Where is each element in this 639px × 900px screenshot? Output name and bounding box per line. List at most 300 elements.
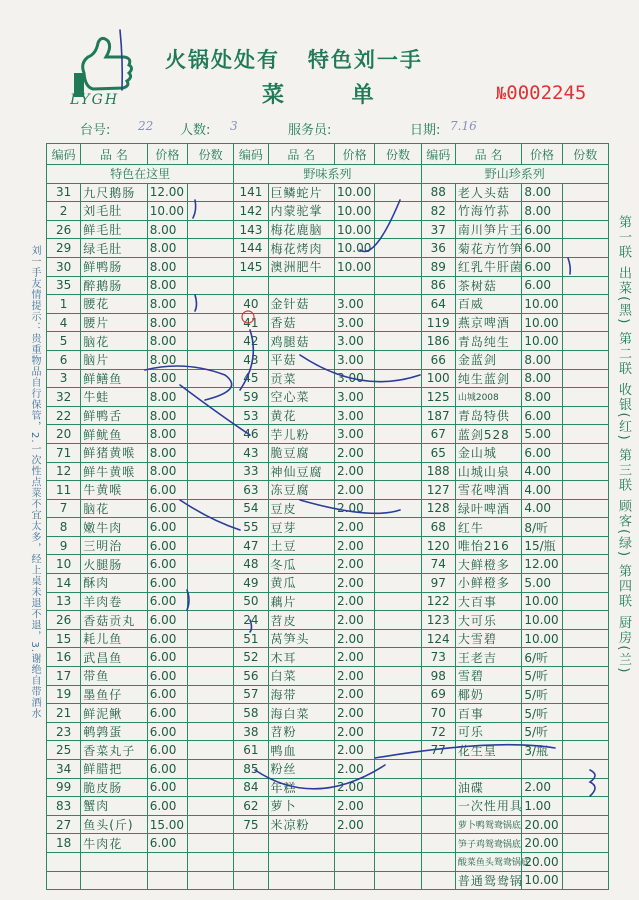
- menu-item-price: 6.00: [147, 555, 187, 574]
- menu-item-price: 8.00: [147, 369, 187, 388]
- menu-item-code: [421, 797, 455, 816]
- serial-number: [496, 82, 586, 104]
- menu-item-quantity[interactable]: [562, 425, 608, 444]
- table-row: [47, 611, 609, 630]
- menu-item-name: 武昌鱼: [81, 648, 147, 667]
- menu-item-quantity[interactable]: [375, 611, 421, 630]
- table-row: [47, 499, 609, 518]
- menu-item-price: 10.00: [335, 220, 375, 239]
- menu-item-code: 17: [47, 667, 81, 686]
- table-row: [47, 592, 609, 611]
- menu-item-quantity[interactable]: [187, 815, 233, 834]
- menu-item-name: 腰花: [81, 295, 147, 314]
- menu-item-quantity[interactable]: [187, 536, 233, 555]
- menu-item-code: 88: [421, 183, 455, 202]
- menu-item-quantity[interactable]: [562, 462, 608, 481]
- menu-item-quantity[interactable]: [375, 499, 421, 518]
- menu-item-name: [268, 834, 334, 853]
- menu-item-quantity[interactable]: [375, 369, 421, 388]
- menu-item-price: 5.00: [522, 425, 562, 444]
- menu-item-name: 牛黄喉: [81, 481, 147, 500]
- menu-item-quantity[interactable]: [187, 741, 233, 760]
- menu-item-quantity[interactable]: [562, 369, 608, 388]
- menu-item-name: 大鲜橙多: [455, 555, 521, 574]
- column-header-qty: 份数: [187, 144, 233, 165]
- menu-item-code: 52: [234, 648, 268, 667]
- table-row: [47, 220, 609, 239]
- menu-item-name: 鲜毛肚: [81, 220, 147, 239]
- menu-item-name: [268, 276, 334, 295]
- menu-item-name: [455, 760, 521, 779]
- menu-item-name: 红乳牛肝菌: [455, 257, 521, 276]
- menu-item-code: 7: [47, 499, 81, 518]
- menu-item-quantity[interactable]: [562, 611, 608, 630]
- menu-item-quantity[interactable]: [562, 388, 608, 407]
- menu-item-name: 油碟: [455, 778, 521, 797]
- menu-item-quantity[interactable]: [187, 257, 233, 276]
- column-header-name: 品 名: [81, 144, 147, 165]
- menu-item-quantity[interactable]: [375, 852, 421, 871]
- table-row: [47, 685, 609, 704]
- menu-item-quantity[interactable]: [375, 332, 421, 351]
- menu-item-name: 刘毛肚: [81, 202, 147, 221]
- menu-item-name: 芋儿粉: [268, 425, 334, 444]
- menu-item-price: 2.00: [335, 815, 375, 834]
- menu-item-price: 20.00: [522, 815, 562, 834]
- menu-item-quantity[interactable]: [375, 518, 421, 537]
- menu-item-name: 豆芽: [268, 518, 334, 537]
- serial-prefix: №: [496, 84, 507, 104]
- column-header-name: 品 名: [268, 144, 334, 165]
- menu-item-quantity[interactable]: [187, 555, 233, 574]
- menu-item-quantity[interactable]: [562, 741, 608, 760]
- menu-item-price: 6.00: [147, 648, 187, 667]
- menu-item-quantity[interactable]: [187, 276, 233, 295]
- menu-item-quantity[interactable]: [375, 202, 421, 221]
- menu-item-name: 梅花烤肉: [268, 239, 334, 258]
- menu-item-quantity[interactable]: [187, 667, 233, 686]
- menu-item-quantity[interactable]: [375, 629, 421, 648]
- menu-item-name: 苕皮: [268, 611, 334, 630]
- menu-item-quantity[interactable]: [562, 443, 608, 462]
- menu-item-code: 143: [234, 220, 268, 239]
- menu-item-code: 30: [47, 257, 81, 276]
- menu-item-code: 46: [234, 425, 268, 444]
- menu-item-code: 24: [234, 611, 268, 630]
- menu-item-code: 14: [47, 574, 81, 593]
- menu-item-price: 2.00: [335, 704, 375, 723]
- menu-item-code: 43: [234, 350, 268, 369]
- menu-item-name: 酥肉: [81, 574, 147, 593]
- menu-item-code: 48: [234, 555, 268, 574]
- menu-item-price: 20.00: [522, 852, 562, 871]
- menu-item-quantity[interactable]: [562, 797, 608, 816]
- menu-item-code: 62: [234, 797, 268, 816]
- menu-item-name: 萝卜: [268, 797, 334, 816]
- menu-item-quantity[interactable]: [375, 648, 421, 667]
- menu-item-quantity[interactable]: [562, 760, 608, 779]
- menu-item-name: 香菜丸子: [81, 741, 147, 760]
- menu-item-quantity[interactable]: [187, 369, 233, 388]
- menu-item-price: 5/听: [522, 667, 562, 686]
- menu-item-price: 6.00: [147, 741, 187, 760]
- slogan: 火锅处处有 特色刘一手: [165, 48, 423, 72]
- table-row: [47, 183, 609, 202]
- menu-item-quantity[interactable]: [375, 536, 421, 555]
- menu-item-name: 黄花: [268, 406, 334, 425]
- serial-value: 0002245: [506, 82, 587, 104]
- menu-item-quantity[interactable]: [562, 202, 608, 221]
- date-value[interactable]: 7.16: [450, 119, 477, 133]
- menu-item-quantity[interactable]: [187, 834, 233, 853]
- menu-item-quantity[interactable]: [375, 313, 421, 332]
- menu-item-quantity[interactable]: [375, 220, 421, 239]
- menu-item-quantity[interactable]: [375, 741, 421, 760]
- menu-item-code: 187: [421, 406, 455, 425]
- menu-item-price: 15.00: [147, 815, 187, 834]
- menu-item-price: 2.00: [335, 443, 375, 462]
- menu-item-code: 53: [234, 406, 268, 425]
- menu-item-name: 南川笋片王: [455, 220, 521, 239]
- menu-item-name: 九尺鹅肠: [81, 183, 147, 202]
- menu-item-quantity[interactable]: [187, 332, 233, 351]
- menu-item-quantity[interactable]: [562, 536, 608, 555]
- menu-item-quantity[interactable]: [187, 611, 233, 630]
- menu-item-quantity[interactable]: [562, 406, 608, 425]
- menu-item-code: 13: [47, 592, 81, 611]
- menu-item-quantity[interactable]: [562, 629, 608, 648]
- menu-item-name: 白菜: [268, 667, 334, 686]
- menu-item-code: [421, 815, 455, 834]
- menu-item-name: 鲜鸭舌: [81, 406, 147, 425]
- menu-item-name: 普通鸳鸯锅: [455, 871, 521, 890]
- menu-item-name: 木耳: [268, 648, 334, 667]
- menu-item-code: 66: [421, 350, 455, 369]
- column-header-qty: 份数: [562, 144, 608, 165]
- menu-item-price: 2.00: [335, 778, 375, 797]
- menu-item-price: 2.00: [335, 555, 375, 574]
- menu-item-price: 8.00: [522, 183, 562, 202]
- menu-item-name: 耗儿鱼: [81, 629, 147, 648]
- menu-item-name: 竹海竹荪: [455, 202, 521, 221]
- table-row: [47, 741, 609, 760]
- menu-item-price: 2.00: [522, 778, 562, 797]
- menu-item-quantity[interactable]: [187, 797, 233, 816]
- menu-item-quantity[interactable]: [375, 295, 421, 314]
- menu-item-price: [147, 852, 187, 871]
- menu-item-code: 10: [47, 555, 81, 574]
- menu-item-quantity[interactable]: [562, 852, 608, 871]
- menu-item-quantity[interactable]: [375, 815, 421, 834]
- menu-item-quantity[interactable]: [562, 276, 608, 295]
- column-header-price: 价格: [522, 144, 562, 165]
- menu-item-price: 2.00: [335, 481, 375, 500]
- menu-item-quantity[interactable]: [187, 852, 233, 871]
- menu-item-code: 5: [47, 332, 81, 351]
- menu-item-code: 32: [47, 388, 81, 407]
- menu-item-quantity[interactable]: [375, 722, 421, 741]
- menu-item-price: 5.00: [522, 574, 562, 593]
- menu-item-quantity[interactable]: [562, 332, 608, 351]
- menu-item-code: 125: [421, 388, 455, 407]
- menu-item-name: [268, 871, 334, 890]
- waiter-label: 服务员:: [288, 123, 332, 138]
- menu-item-code: 84: [234, 778, 268, 797]
- menu-item-price: 2.00: [335, 648, 375, 667]
- side-note-right: 第一联 出菜(黑) 第二联 收银(红) 第三联 顾客(绿) 第四联 厨房(兰): [616, 215, 631, 675]
- menu-item-name: 金针菇: [268, 295, 334, 314]
- menu-item-name: 小鲜橙多: [455, 574, 521, 593]
- menu-item-name: 梅花鹿脑: [268, 220, 334, 239]
- menu-item-quantity[interactable]: [562, 257, 608, 276]
- menu-item-quantity[interactable]: [187, 871, 233, 890]
- table-row: [47, 462, 609, 481]
- menu-item-quantity[interactable]: [375, 797, 421, 816]
- menu-item-quantity[interactable]: [562, 704, 608, 723]
- menu-item-quantity[interactable]: [375, 778, 421, 797]
- menu-item-price: 2.00: [335, 685, 375, 704]
- menu-item-quantity[interactable]: [562, 295, 608, 314]
- menu-item-name: [268, 852, 334, 871]
- menu-item-quantity[interactable]: [187, 592, 233, 611]
- menu-item-price: 6.00: [147, 704, 187, 723]
- menu-item-price: 6.00: [522, 220, 562, 239]
- table-row: [47, 871, 609, 890]
- menu-item-code: 20: [47, 425, 81, 444]
- menu-item-code: 16: [47, 648, 81, 667]
- menu-item-quantity[interactable]: [375, 257, 421, 276]
- menu-item-name: 脑片: [81, 350, 147, 369]
- menu-item-code: 35: [47, 276, 81, 295]
- menu-item-price: 8.00: [147, 350, 187, 369]
- menu-item-price: 3.00: [335, 332, 375, 351]
- menu-item-price: 8.00: [147, 220, 187, 239]
- menu-item-quantity[interactable]: [187, 518, 233, 537]
- table-row: [47, 852, 609, 871]
- menu-item-price: 2.00: [335, 611, 375, 630]
- menu-item-code: 141: [234, 183, 268, 202]
- menu-item-name: 脑花: [81, 332, 147, 351]
- menu-item-price: 20.00: [522, 834, 562, 853]
- menu-item-quantity[interactable]: [375, 443, 421, 462]
- menu-item-name: 黄瓜: [268, 574, 334, 593]
- menu-item-price: 10.00: [335, 257, 375, 276]
- menu-item-quantity[interactable]: [375, 871, 421, 890]
- table-number-value[interactable]: 22: [138, 119, 154, 133]
- menu-item-code: 69: [421, 685, 455, 704]
- menu-item-quantity[interactable]: [562, 481, 608, 500]
- menu-item-quantity[interactable]: [562, 313, 608, 332]
- menu-item-quantity[interactable]: [562, 518, 608, 537]
- menu-item-price: 10.00: [522, 611, 562, 630]
- menu-item-quantity[interactable]: [187, 406, 233, 425]
- menu-item-code: 33: [234, 462, 268, 481]
- menu-item-price: 3/瓶: [522, 741, 562, 760]
- menu-item-quantity[interactable]: [187, 685, 233, 704]
- menu-item-quantity[interactable]: [562, 220, 608, 239]
- menu-item-name: 笋子鸡鸳鸯锅底: [455, 834, 521, 853]
- menu-item-price: 10.00: [522, 332, 562, 351]
- menu-item-quantity[interactable]: [187, 425, 233, 444]
- menu-item-quantity[interactable]: [375, 574, 421, 593]
- column-header-price: 价格: [147, 144, 187, 165]
- table-number-label: 台号:: [80, 123, 111, 138]
- menu-item-quantity[interactable]: [562, 592, 608, 611]
- table-row: [47, 629, 609, 648]
- menu-item-code: 59: [234, 388, 268, 407]
- menu-item-quantity[interactable]: [562, 667, 608, 686]
- menu-item-quantity[interactable]: [375, 350, 421, 369]
- menu-item-quantity[interactable]: [562, 722, 608, 741]
- menu-item-quantity[interactable]: [375, 760, 421, 779]
- menu-item-quantity[interactable]: [187, 499, 233, 518]
- menu-item-quantity[interactable]: [375, 388, 421, 407]
- menu-item-quantity[interactable]: [375, 555, 421, 574]
- menu-item-name: 大可乐: [455, 611, 521, 630]
- menu-item-quantity[interactable]: [375, 667, 421, 686]
- menu-item-code: 49: [234, 574, 268, 593]
- menu-item-price: 5/听: [522, 685, 562, 704]
- menu-item-code: 40: [234, 295, 268, 314]
- menu-item-quantity[interactable]: [562, 815, 608, 834]
- column-header-name: 品 名: [455, 144, 521, 165]
- menu-item-quantity[interactable]: [375, 834, 421, 853]
- menu-item-quantity[interactable]: [562, 350, 608, 369]
- menu-item-code: 68: [421, 518, 455, 537]
- menu-item-quantity[interactable]: [375, 239, 421, 258]
- menu-item-quantity[interactable]: [187, 462, 233, 481]
- menu-item-quantity[interactable]: [375, 592, 421, 611]
- menu-item-price: 8.00: [147, 425, 187, 444]
- menu-item-quantity[interactable]: [187, 574, 233, 593]
- menu-item-price: 6.00: [147, 518, 187, 537]
- menu-item-quantity[interactable]: [375, 685, 421, 704]
- menu-item-price: 8.00: [147, 332, 187, 351]
- menu-item-quantity[interactable]: [375, 183, 421, 202]
- menu-item-name: 一次性用具: [455, 797, 521, 816]
- menu-item-price: 2.00: [335, 797, 375, 816]
- menu-item-quantity[interactable]: [562, 871, 608, 890]
- menu-item-price: 12.00: [147, 183, 187, 202]
- menu-item-code: 70: [421, 704, 455, 723]
- menu-item-quantity[interactable]: [187, 760, 233, 779]
- menu-item-name: 山城2008: [455, 388, 521, 407]
- menu-item-quantity[interactable]: [187, 778, 233, 797]
- menu-item-quantity[interactable]: [187, 202, 233, 221]
- menu-item-quantity[interactable]: [562, 685, 608, 704]
- menu-item-quantity[interactable]: [562, 239, 608, 258]
- menu-item-price: 1.00: [522, 797, 562, 816]
- menu-item-code: 64: [421, 295, 455, 314]
- menu-item-quantity[interactable]: [562, 778, 608, 797]
- menu-item-quantity[interactable]: [562, 574, 608, 593]
- table-row: [47, 257, 609, 276]
- menu-item-quantity[interactable]: [187, 239, 233, 258]
- menu-item-price: 8.00: [147, 295, 187, 314]
- menu-item-quantity[interactable]: [375, 425, 421, 444]
- menu-item-code: 21: [47, 704, 81, 723]
- menu-item-name: 牛蛙: [81, 388, 147, 407]
- menu-item-quantity[interactable]: [187, 220, 233, 239]
- menu-item-code: 123: [421, 611, 455, 630]
- menu-item-quantity[interactable]: [187, 388, 233, 407]
- menu-item-code: 77: [421, 741, 455, 760]
- menu-item-quantity[interactable]: [187, 295, 233, 314]
- column-header-qty: 份数: [375, 144, 421, 165]
- menu-item-name: 鲜鱿鱼: [81, 425, 147, 444]
- menu-item-code: 58: [234, 704, 268, 723]
- menu-item-quantity[interactable]: [187, 629, 233, 648]
- menu-item-code: 25: [47, 741, 81, 760]
- menu-item-quantity[interactable]: [187, 183, 233, 202]
- menu-item-quantity[interactable]: [375, 462, 421, 481]
- menu-item-price: [335, 852, 375, 871]
- menu-item-name: 蓝剑528: [455, 425, 521, 444]
- menu-item-name: 鹌鹑蛋: [81, 722, 147, 741]
- menu-item-quantity[interactable]: [187, 722, 233, 741]
- menu-item-name: 金蓝剑: [455, 350, 521, 369]
- menu-item-quantity[interactable]: [375, 406, 421, 425]
- menu-item-name: [81, 871, 147, 890]
- menu-item-price: [147, 871, 187, 890]
- menu-item-code: [421, 871, 455, 890]
- menu-item-price: 10.00: [335, 239, 375, 258]
- menu-item-quantity[interactable]: [562, 648, 608, 667]
- menu-item-code: 54: [234, 499, 268, 518]
- menu-item-code: [421, 778, 455, 797]
- menu-item-code: [234, 276, 268, 295]
- menu-item-name: 内蒙驼掌: [268, 202, 334, 221]
- menu-item-name: 香菇: [268, 313, 334, 332]
- table-row: [47, 574, 609, 593]
- menu-item-quantity[interactable]: [187, 481, 233, 500]
- menu-item-price: 10.00: [522, 313, 562, 332]
- menu-item-code: 34: [47, 760, 81, 779]
- menu-item-quantity[interactable]: [187, 648, 233, 667]
- menu-item-quantity[interactable]: [187, 443, 233, 462]
- menu-item-price: 8.00: [147, 276, 187, 295]
- menu-item-quantity[interactable]: [375, 481, 421, 500]
- menu-item-quantity[interactable]: [562, 834, 608, 853]
- menu-item-price: 2.00: [335, 462, 375, 481]
- menu-item-code: 23: [47, 722, 81, 741]
- menu-item-name: 茶树菇: [455, 276, 521, 295]
- column-header-price: 价格: [335, 144, 375, 165]
- menu-item-name: 嫩牛肉: [81, 518, 147, 537]
- menu-item-price: 3.00: [335, 406, 375, 425]
- menu-item-quantity[interactable]: [187, 350, 233, 369]
- menu-item-price: 4.00: [522, 481, 562, 500]
- menu-item-quantity[interactable]: [375, 704, 421, 723]
- menu-item-quantity[interactable]: [187, 704, 233, 723]
- menu-item-name: 鲜腊把: [81, 760, 147, 779]
- menu-item-quantity[interactable]: [562, 499, 608, 518]
- menu-item-code: 75: [234, 815, 268, 834]
- menu-item-quantity[interactable]: [187, 313, 233, 332]
- menu-item-name: 海带: [268, 685, 334, 704]
- menu-item-price: 10.00: [522, 871, 562, 890]
- people-count-value[interactable]: 3: [230, 119, 238, 133]
- menu-item-quantity[interactable]: [562, 183, 608, 202]
- menu-item-price: 8.00: [147, 388, 187, 407]
- menu-item-quantity[interactable]: [562, 555, 608, 574]
- menu-item-quantity[interactable]: [375, 276, 421, 295]
- menu-item-name: 萝卜鸭鸳鸯锅底: [455, 815, 521, 834]
- menu-item-name: 可乐: [455, 722, 521, 741]
- menu-item-name: 椰奶: [455, 685, 521, 704]
- column-header-code: 编码: [234, 144, 268, 165]
- menu-item-name: 鱼头(斤): [81, 815, 147, 834]
